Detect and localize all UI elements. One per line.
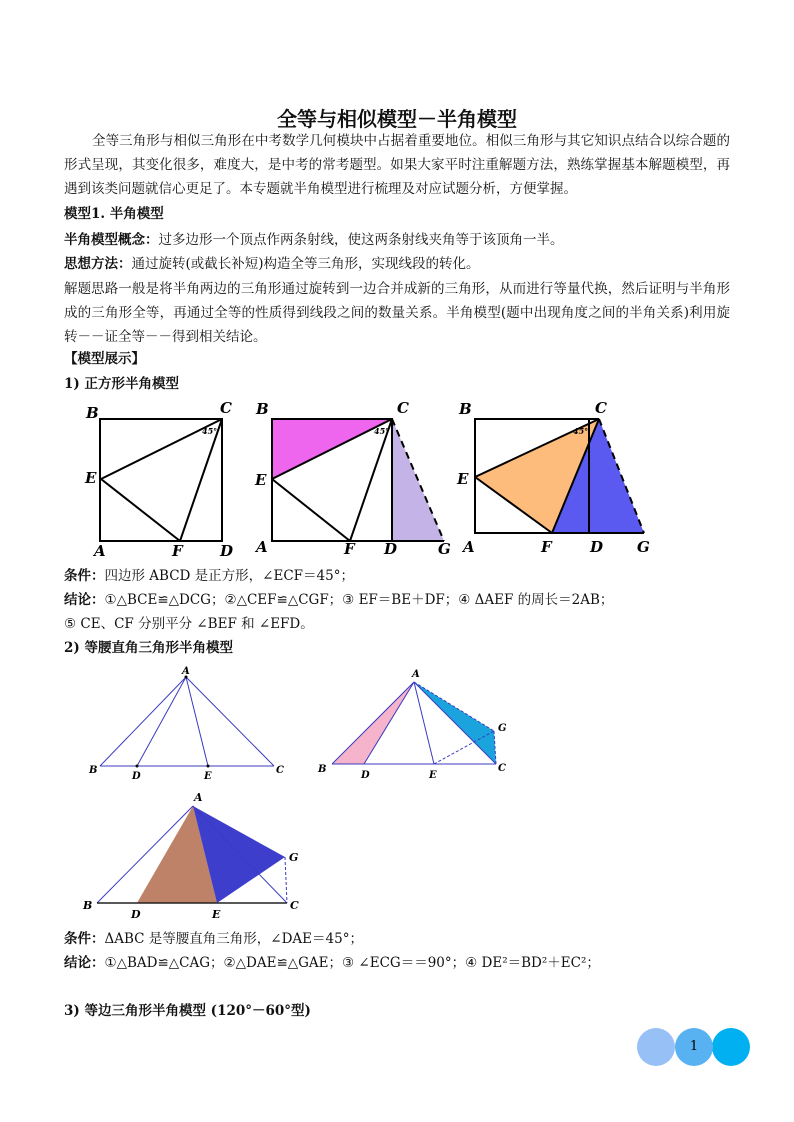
label-D: D	[220, 542, 234, 560]
method-text: 通过旋转(或截长补短)构造全等三角形，实现线段的转化。	[131, 256, 480, 272]
section1-condition	[64, 566, 354, 586]
method-label: 思想方法：	[64, 256, 132, 272]
page-title: 全等与相似模型－半角模型	[277, 107, 517, 131]
label-A: A	[94, 542, 106, 560]
concept-label: 半角模型概念：	[64, 232, 159, 248]
conclusion-text: ①△BCE≌△DCG；②△CEF≌△CGF；③ EF＝BE＋DF；④ ΔAEF 的周长＝2AB；	[104, 592, 614, 608]
label-D: D	[590, 538, 604, 556]
page-badge-right	[712, 1028, 750, 1066]
page-badge-left	[637, 1028, 675, 1066]
label-B: B	[89, 765, 98, 776]
label-G: G	[498, 723, 507, 734]
section1-conclusion-2: ⑤ CE、CF 分别平分 ∠BEF 和 ∠EFD。	[64, 616, 314, 632]
label-E: E	[429, 770, 437, 781]
label-F: F	[172, 542, 183, 560]
isosceles-figure-1	[88, 665, 298, 785]
angle-label: 45°	[202, 426, 218, 436]
angle-label: 45°	[573, 426, 589, 436]
concept-text: 过多边形一个顶点作两条射线，使这两条射线夹角等于该顶角一半。	[158, 232, 564, 248]
label-E: E	[204, 771, 212, 782]
label-A: A	[463, 538, 475, 556]
method-line	[64, 254, 480, 274]
section2-condition	[64, 929, 363, 949]
square-figure-2	[252, 395, 462, 560]
label-D: D	[132, 771, 141, 782]
label-C: C	[220, 399, 232, 417]
isosceles-figure-3	[80, 785, 310, 925]
label-F: F	[344, 540, 355, 558]
label-B: B	[83, 899, 93, 912]
label-A: A	[256, 538, 268, 556]
angle-label: 45°	[374, 426, 390, 436]
square-figure-3	[455, 395, 665, 560]
label-C: C	[397, 399, 409, 417]
section2-conclusion	[64, 953, 600, 973]
approach-paragraph: 解题思路一般是将半角两边的三角形通过旋转到一边合并成新的三角形，从而进行等量代换，然后证明与半角形成的三角形全等，再通过全等的性质得到线段之间的数量关系。半角模型(题中出现角度之间的半角关系)利用旋转－－证全等－－得到相关结论。	[64, 281, 730, 345]
label-B: B	[459, 400, 472, 418]
label-F: F	[541, 538, 552, 556]
label-C: C	[290, 899, 299, 912]
section3-title: 3) 等边三角形半角模型 (120°－60°型)	[64, 1003, 311, 1019]
section2-title: 2) 等腰直角三角形半角模型	[64, 640, 233, 656]
conclusion-label: 结论：	[64, 592, 105, 608]
isosceles-figure-2	[316, 668, 526, 780]
label-A: A	[194, 791, 203, 804]
label-B: B	[256, 400, 269, 418]
label-D: D	[361, 770, 370, 781]
label-C: C	[595, 399, 607, 417]
label-D: D	[384, 540, 398, 558]
section1-title: 1) 正方形半角模型	[64, 376, 179, 392]
label-E: E	[212, 908, 221, 921]
section1-conclusion	[64, 590, 613, 610]
label-D: D	[131, 908, 141, 921]
conclusion-text: ①△BAD≌△CAG；②△DAE≌△GAE；③ ∠ECG＝＝90°；④ DE²＝BD²＋EC²；	[104, 955, 600, 971]
model1-heading: 模型1. 半角模型	[64, 206, 164, 222]
conclusion-label: 结论：	[64, 955, 105, 971]
condition-text: 四边形 ABCD 是正方形，∠ECF＝45°；	[104, 568, 354, 584]
showcase-heading: 【模型展示】	[64, 351, 145, 367]
square-figure-1	[80, 395, 250, 560]
label-E: E	[85, 469, 97, 487]
label-G: G	[637, 538, 650, 556]
condition-label: 条件：	[64, 931, 105, 947]
condition-text: ΔABC 是等腰直角三角形，∠DAE＝45°；	[104, 931, 363, 947]
concept-line	[64, 230, 564, 250]
label-E: E	[255, 471, 267, 489]
label-C: C	[498, 763, 506, 774]
label-A: A	[412, 669, 420, 680]
label-A: A	[182, 666, 190, 677]
label-E: E	[457, 470, 469, 488]
label-B: B	[86, 404, 99, 422]
label-G: G	[289, 851, 299, 864]
label-C: C	[276, 765, 284, 776]
label-G: G	[438, 540, 451, 558]
label-B: B	[318, 764, 327, 775]
page-number: 1	[675, 1028, 713, 1066]
intro-paragraph: 全等三角形与相似三角形在中考数学几何模块中占据着重要地位。相似三角形与其它知识点结合以综合题的形式呈现，其变化很多，难度大，是中考的常考题型。如果大家平时注重解题方法，熟练掌握基本解题模型，再遇到该类问题就信心更足了。本专题就半角模型进行梳理及对应试题分析，方便掌握。	[64, 133, 730, 197]
condition-label: 条件：	[64, 568, 105, 584]
